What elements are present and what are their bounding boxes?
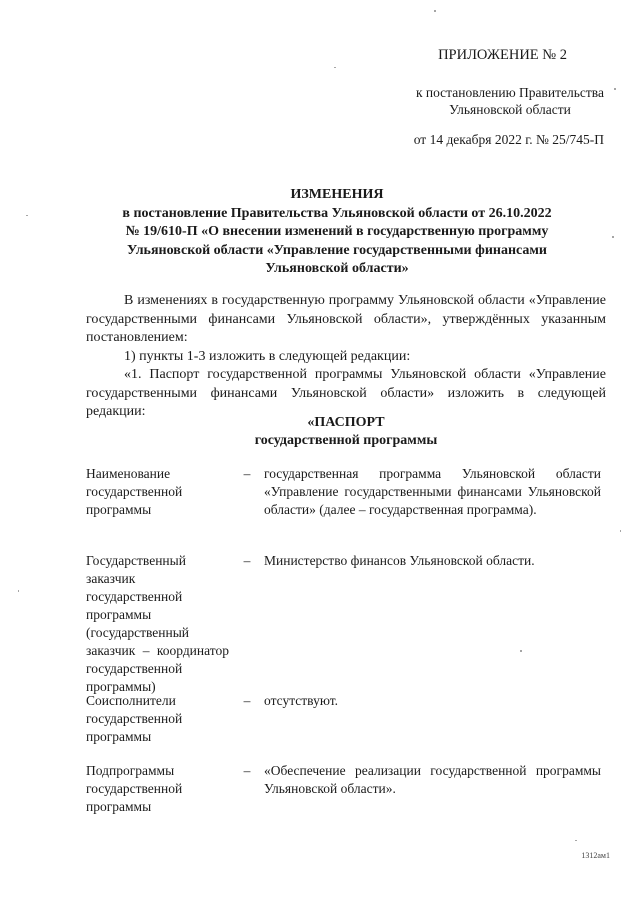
- appendix-number: ПРИЛОЖЕНИЕ № 2: [438, 47, 567, 63]
- row-dash: –: [243, 553, 251, 568]
- document-title: [82, 186, 592, 279]
- title-line-1: ИЗМЕНЕНИЯ: [290, 187, 384, 202]
- passport-row-co-executors: [86, 692, 606, 747]
- appendix-reference: [416, 84, 604, 118]
- footer-document-code: 1312aм1: [581, 851, 610, 860]
- passport-title-line-2: государственной программы: [254, 433, 438, 448]
- intro-paragraph-1: В изменениях в государственную программу Ульяновской области «Управление государственными финансами Ульяновской области», утверждённых указанным постановлением:: [86, 293, 606, 345]
- row-value: отсутствуют.: [264, 693, 338, 708]
- row-dash: –: [243, 466, 251, 481]
- scan-speck: [620, 530, 621, 532]
- scan-speck: [434, 10, 436, 12]
- row-dash: –: [243, 693, 251, 708]
- passport-row-customer: [86, 552, 606, 694]
- decree-date-line: от 14 декабря 2022 г. № 25/745-П: [413, 132, 604, 147]
- title-line-4: Ульяновской области «Управление государственными финансами: [127, 242, 547, 258]
- scan-speck: [614, 88, 616, 90]
- scan-speck: [520, 650, 522, 652]
- passport-title: [86, 414, 606, 450]
- row-label: Государственный заказчик государственной программы (государственный заказчик – координатор государственной программы): [86, 553, 229, 694]
- title-line-2: в постановление Правительства Ульяновской области от 26.10.2022: [122, 205, 552, 221]
- scan-speck: [575, 840, 577, 841]
- title-line-5: Ульяновской области»: [265, 261, 409, 276]
- row-label: Соисполнители государственной программы: [86, 693, 183, 744]
- passport-row-subprograms: [86, 762, 606, 817]
- row-label: Подпрограммы государственной программы: [86, 763, 183, 814]
- reference-line-1: к постановлению Правительства: [415, 85, 604, 100]
- passport-row-name: [86, 465, 606, 535]
- intro-text: [86, 292, 606, 422]
- intro-paragraph-3: «1. Паспорт государственной программы Ульяновской области «Управление государственными финансами Ульяновской области» изложить в следующей редакции:: [86, 367, 606, 419]
- scan-speck: [18, 590, 19, 592]
- row-dash: –: [243, 763, 251, 778]
- scan-speck: [612, 236, 614, 238]
- row-value: государственная программа Ульяновской области «Управление государственными финансами Ульяновской области» (далее – государственная программа).: [264, 466, 601, 517]
- title-line-3: № 19/610-П «О внесении изменений в государственную программу: [125, 224, 549, 239]
- intro-paragraph-2: 1) пункты 1-3 изложить в следующей редакции:: [124, 348, 411, 364]
- scan-speck: [26, 215, 28, 216]
- row-value: «Обеспечение реализации государственной программы Ульяновской области».: [264, 763, 601, 796]
- passport-title-line-1: «ПАСПОРТ: [307, 415, 385, 430]
- row-label: Наименование государственной программы: [86, 466, 183, 517]
- row-value: Министерство финансов Ульяновской области.: [264, 553, 535, 568]
- scan-speck: [334, 67, 336, 68]
- reference-line-2: Ульяновской области: [449, 102, 571, 117]
